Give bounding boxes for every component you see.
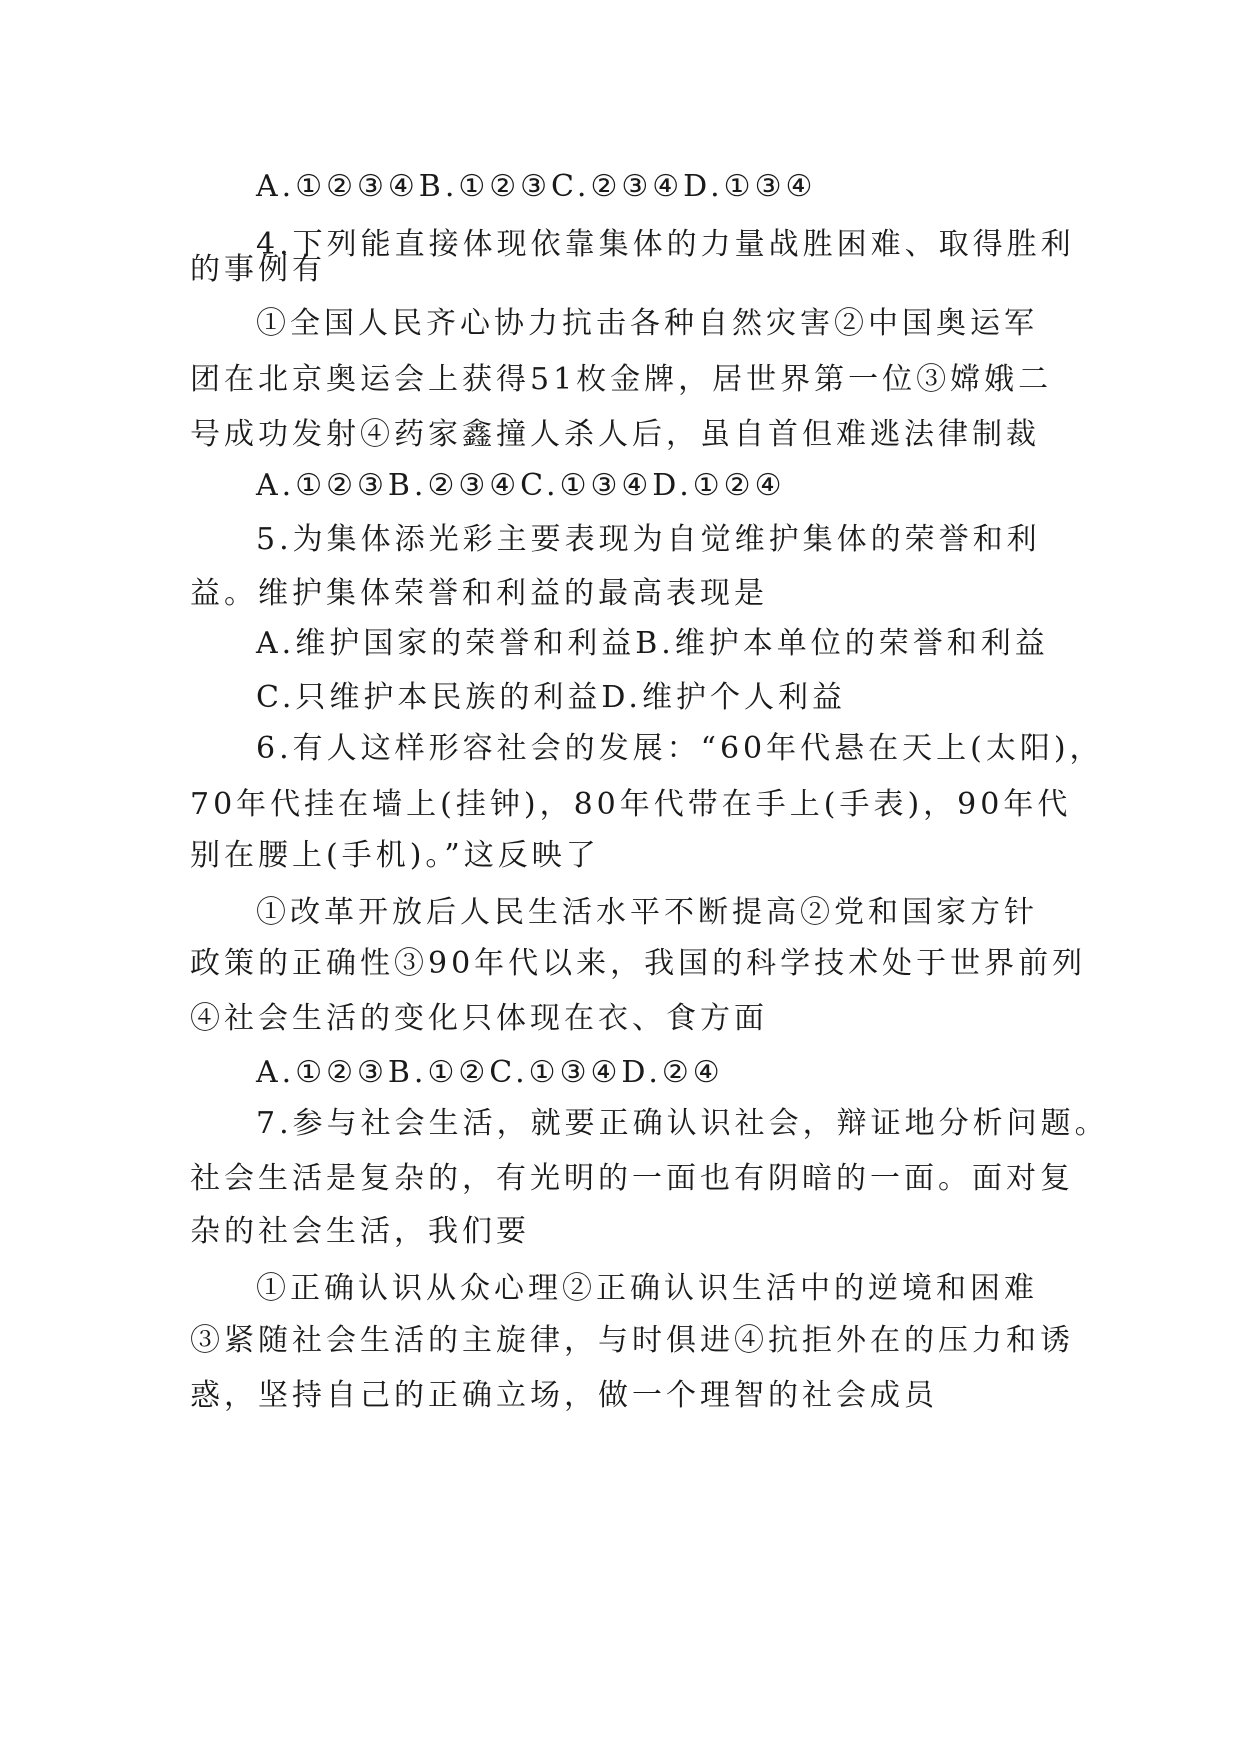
- q4-stem-line1: 4.下列能直接体现依靠集体的力量战胜困难、取得胜利: [256, 227, 1075, 262]
- q7-stem-line1: 7.参与社会生活，就要正确认识社会，辩证地分析问题。: [256, 1106, 1109, 1141]
- q6-stem-line2: 70年代挂在墙上(挂钟)，80年代带在手上(手表)，90年代: [190, 787, 1072, 822]
- q7-items-line2: ③紧随社会生活的主旋律，与时俱进④抗拒外在的压力和诱: [190, 1323, 1074, 1358]
- q6-items-line3: ④社会生活的变化只体现在衣、食方面: [190, 1001, 768, 1036]
- q7-stem-line2: 社会生活是复杂的，有光明的一面也有阴暗的一面。面对复: [190, 1161, 1074, 1196]
- q7-items-line3: 惑，坚持自己的正确立场，做一个理智的社会成员: [190, 1378, 938, 1413]
- q5-options-cd: C.只维护本民族的利益D.维护个人利益: [256, 680, 846, 715]
- q4-items-line3: 号成功发射④药家鑫撞人杀人后，虽自首但难逃法律制裁: [190, 417, 1040, 452]
- q6-stem-line1: 6.有人这样形容社会的发展：“60年代悬在天上(太阳)，: [256, 731, 1104, 766]
- q7-items-line1: ①正确认识从众心理②正确认识生活中的逆境和困难: [256, 1271, 1038, 1306]
- q6-items-line2: 政策的正确性③90年代以来，我国的科学技术处于世界前列: [190, 946, 1087, 981]
- q6-options: A.①②③B.①②C.①③④D.②④: [256, 1055, 724, 1090]
- q5-options-ab: A.维护国家的荣誉和利益B.维护本单位的荣誉和利益: [256, 626, 1049, 661]
- q7-stem-line3: 杂的社会生活，我们要: [190, 1214, 530, 1249]
- q4-items-line2: 团在北京奥运会上获得51枚金牌，居世界第一位③嫦娥二: [190, 362, 1053, 397]
- q4-options: A.①②③B.②③④C.①③④D.①②④: [256, 468, 786, 503]
- q6-items-line1: ①改革开放后人民生活水平不断提高②党和国家方针: [256, 895, 1038, 930]
- q5-stem-line2: 益。维护集体荣誉和利益的最高表现是: [190, 576, 768, 611]
- q3-options: A.①②③④B.①②③C.②③④D.①③④: [256, 169, 817, 204]
- q6-stem-line3: 别在腰上(手机)。”这反映了: [190, 838, 600, 873]
- q5-stem-line1: 5.为集体添光彩主要表现为自觉维护集体的荣誉和利: [256, 522, 1041, 557]
- q4-stem-line2: 的事例有: [190, 252, 326, 287]
- q4-items-line1: ①全国人民齐心协力抗击各种自然灾害②中国奥运军: [256, 306, 1038, 341]
